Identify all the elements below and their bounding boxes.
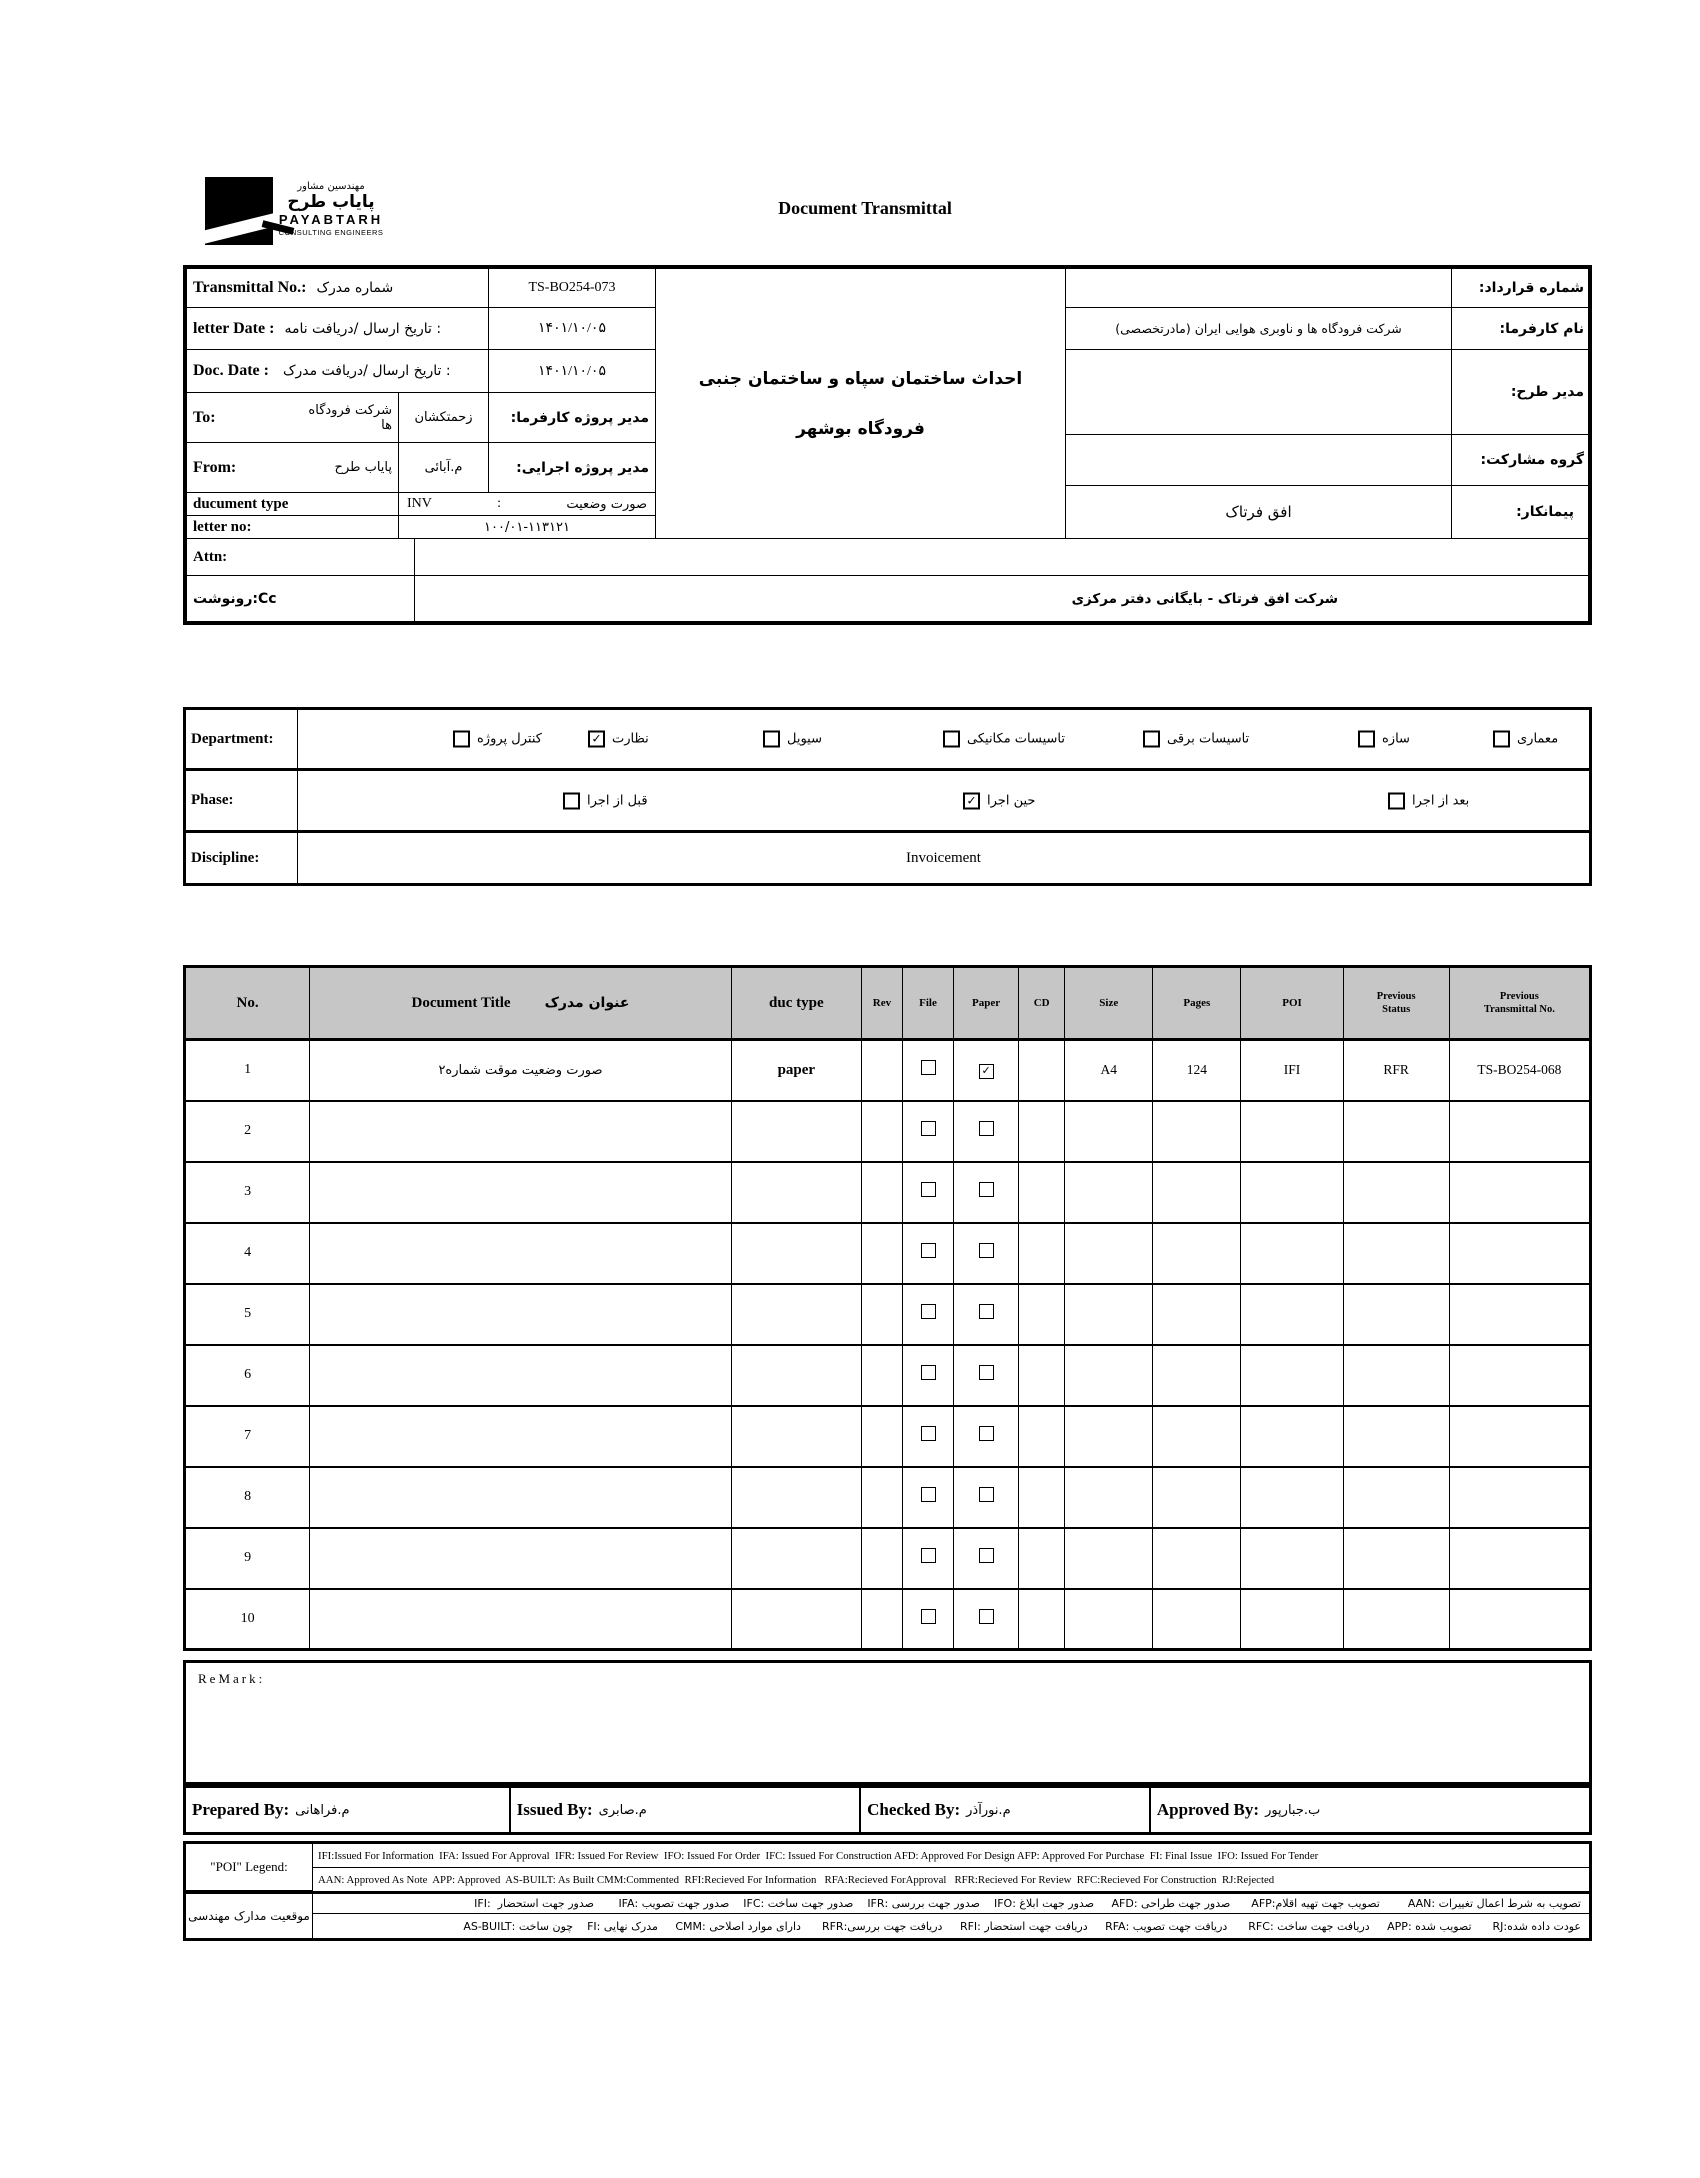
phase-label: Phase: bbox=[186, 771, 298, 833]
row-cd bbox=[1019, 1345, 1065, 1406]
row-duc-type bbox=[731, 1589, 861, 1650]
design-manager-value bbox=[1065, 349, 1452, 435]
row-rev bbox=[861, 1467, 902, 1528]
paper-checkbox[interactable] bbox=[979, 1304, 994, 1319]
file-checkbox[interactable] bbox=[921, 1365, 936, 1380]
row-size bbox=[1065, 1345, 1153, 1406]
file-checkbox[interactable] bbox=[921, 1121, 936, 1136]
paper-checkbox[interactable] bbox=[979, 1121, 994, 1136]
mechanical-checkbox[interactable] bbox=[943, 731, 960, 748]
row-size bbox=[1065, 1162, 1153, 1223]
col-header-prev-status: Previous Status bbox=[1343, 967, 1449, 1040]
remark-box bbox=[183, 1660, 1592, 1785]
file-checkbox[interactable] bbox=[921, 1609, 936, 1624]
paper-checkbox[interactable] bbox=[979, 1365, 994, 1380]
letter-date-value: ۱۴۰۱/۱۰/۰۵ bbox=[488, 307, 656, 350]
row-poi: IFI bbox=[1241, 1040, 1343, 1101]
poi-legend-table bbox=[183, 1841, 1592, 1941]
row-size: A4 bbox=[1065, 1040, 1153, 1101]
transmittal-no-label-en: Transmittal No.: bbox=[193, 279, 307, 296]
row-prev-status bbox=[1343, 1467, 1449, 1528]
col-header-file: File bbox=[902, 967, 953, 1040]
row-title bbox=[310, 1345, 732, 1406]
doc-type-label-cell bbox=[186, 492, 399, 516]
row-pages bbox=[1153, 1162, 1241, 1223]
logo-subtitle: CONSULTING ENGINEERS bbox=[278, 228, 384, 237]
row-no: 8 bbox=[185, 1467, 310, 1528]
row-no: 5 bbox=[185, 1284, 310, 1345]
file-checkbox[interactable] bbox=[921, 1426, 936, 1441]
row-no: 1 bbox=[185, 1040, 310, 1101]
to-cell bbox=[186, 392, 399, 443]
row-file-cell bbox=[902, 1040, 953, 1101]
row-poi bbox=[1241, 1345, 1343, 1406]
project-title-cell bbox=[655, 268, 1066, 539]
approved-by-cell bbox=[1151, 1788, 1589, 1832]
from-person bbox=[398, 442, 489, 493]
letter-date-label-en: letter Date : bbox=[193, 319, 275, 337]
contract-no-label-cell bbox=[1451, 268, 1589, 308]
structure-checkbox[interactable] bbox=[1358, 731, 1375, 748]
row-paper-cell bbox=[954, 1040, 1019, 1101]
row-cd bbox=[1019, 1223, 1065, 1284]
row-prev-status bbox=[1343, 1528, 1449, 1589]
checkbox-label: تاسیسات برقی bbox=[1167, 731, 1250, 747]
checkbox-label: حین اجرا bbox=[987, 793, 1036, 808]
department-option-electrical bbox=[1143, 731, 1249, 748]
row-paper-cell bbox=[954, 1589, 1019, 1650]
row-pages bbox=[1153, 1223, 1241, 1284]
row-size bbox=[1065, 1467, 1153, 1528]
file-checkbox[interactable] bbox=[921, 1304, 936, 1319]
approved-by-label: Approved By: bbox=[1156, 1800, 1260, 1819]
row-cd bbox=[1019, 1101, 1065, 1162]
classification-table bbox=[183, 707, 1592, 886]
col-header-no: No. bbox=[185, 967, 310, 1040]
row-prev-status bbox=[1343, 1101, 1449, 1162]
row-size bbox=[1065, 1406, 1153, 1467]
paper-checkbox[interactable] bbox=[979, 1548, 994, 1563]
row-paper-cell bbox=[954, 1406, 1019, 1467]
contractor-label-cell bbox=[1451, 485, 1589, 539]
row-paper-cell bbox=[954, 1467, 1019, 1528]
row-cd bbox=[1019, 1162, 1065, 1223]
doc-type-label: ducument type bbox=[193, 495, 289, 512]
row-duc-type bbox=[731, 1467, 861, 1528]
project-title: احداث ساختمان سپاه و ساختمان جنبی فرودگاه بوشهر bbox=[698, 368, 1023, 439]
row-pages bbox=[1153, 1589, 1241, 1650]
row-size bbox=[1065, 1223, 1153, 1284]
row-rev bbox=[861, 1284, 902, 1345]
phase-option-after-execution bbox=[1388, 792, 1469, 809]
col-header-rev: Rev bbox=[861, 967, 902, 1040]
department-option-supervision bbox=[588, 731, 649, 748]
table-header-row bbox=[185, 967, 1591, 1040]
cc-value: شرکت افق فرتاک - بایگانی دفتر مرکزی bbox=[1071, 590, 1338, 607]
row-pages bbox=[1153, 1101, 1241, 1162]
letter-date-label-fa: تاریخ ارسال /دریافت نامه : bbox=[284, 320, 442, 337]
project-control-checkbox[interactable] bbox=[453, 731, 470, 748]
prepared-by-label: Prepared By: bbox=[192, 1800, 290, 1819]
row-size bbox=[1065, 1101, 1153, 1162]
row-poi bbox=[1241, 1528, 1343, 1589]
row-duc-type bbox=[731, 1345, 861, 1406]
letter-no-value-text: ۱۰۰/۰۱-۱۱۳۱۲۱ bbox=[484, 519, 570, 535]
row-no: 10 bbox=[185, 1589, 310, 1650]
row-prev-status bbox=[1343, 1345, 1449, 1406]
contractor-value-text: افق فرتاک bbox=[1225, 503, 1292, 521]
table-row bbox=[185, 1467, 1591, 1528]
row-cd bbox=[1019, 1406, 1065, 1467]
row-prev-transmittal bbox=[1449, 1467, 1590, 1528]
row-prev-transmittal bbox=[1449, 1345, 1590, 1406]
logo-fa-name: پایاب طرح bbox=[287, 192, 375, 212]
to-label: To: bbox=[193, 408, 216, 426]
row-duc-type bbox=[731, 1528, 861, 1589]
poi-legend-fa-line2: عودت داده شده:RJ تصویب شده :APP دریافت جهت ساخت :RFC دریافت جهت تصویب :RFA دریافت جهت استحضار :RFI دریافت جهت بررسی:RFR دارای موارد اصلاحی :CMM مدرک نهایی :FI چون ساخت :AS-BUILT bbox=[463, 1919, 1581, 1933]
row-rev bbox=[861, 1589, 902, 1650]
paper-checkbox[interactable]: ✓ bbox=[979, 1064, 994, 1079]
doc-type-value: INV bbox=[407, 496, 432, 511]
row-title bbox=[310, 1162, 732, 1223]
col-header-title-en: Document Title bbox=[411, 994, 511, 1011]
client-pm-label: مدیر پروژه کارفرما: bbox=[510, 409, 649, 426]
to-person-name: زحمتکشان bbox=[414, 410, 473, 425]
row-rev bbox=[861, 1345, 902, 1406]
row-prev-transmittal bbox=[1449, 1162, 1590, 1223]
checkbox-label: سیویل bbox=[787, 731, 822, 747]
row-no: 2 bbox=[185, 1101, 310, 1162]
row-prev-status bbox=[1343, 1162, 1449, 1223]
row-poi bbox=[1241, 1223, 1343, 1284]
checkbox-label: بعد از اجرا bbox=[1412, 793, 1470, 808]
row-rev bbox=[861, 1162, 902, 1223]
electrical-checkbox[interactable] bbox=[1143, 731, 1160, 748]
checked-by-value: م.نورآذر bbox=[966, 1802, 1011, 1818]
row-title bbox=[310, 1223, 732, 1284]
row-prev-transmittal bbox=[1449, 1284, 1590, 1345]
letter-no-value bbox=[398, 515, 656, 539]
poi-legend-label: "POI" Legend: bbox=[186, 1844, 313, 1891]
col-header-poi: POI bbox=[1241, 967, 1343, 1040]
row-no: 6 bbox=[185, 1345, 310, 1406]
letter-no-label-cell bbox=[186, 515, 399, 539]
doc-date-label-cell bbox=[186, 349, 489, 393]
approved-by-value: ب.جبارپور bbox=[1265, 1802, 1321, 1818]
row-cd bbox=[1019, 1467, 1065, 1528]
checkbox-label: سازه bbox=[1382, 731, 1410, 747]
row-file-cell bbox=[902, 1101, 953, 1162]
department-option-control-project bbox=[453, 731, 542, 748]
doc-position-label: موقعیت مدارک مهندسی bbox=[186, 1891, 313, 1938]
checked-by-label: Checked By: bbox=[867, 1800, 961, 1819]
table-row bbox=[185, 1101, 1591, 1162]
phase-option-before-execution bbox=[563, 792, 648, 809]
row-rev bbox=[861, 1406, 902, 1467]
col-header-paper: Paper bbox=[954, 967, 1019, 1040]
row-paper-cell bbox=[954, 1528, 1019, 1589]
row-poi bbox=[1241, 1101, 1343, 1162]
row-size bbox=[1065, 1528, 1153, 1589]
row-pages bbox=[1153, 1528, 1241, 1589]
department-option-civil bbox=[763, 731, 822, 748]
col-header-prev-transmittal: Previous Transmittal No. bbox=[1449, 967, 1590, 1040]
department-option-architecture bbox=[1493, 731, 1558, 748]
checkbox-label: قبل از اجرا bbox=[587, 793, 648, 808]
row-prev-status bbox=[1343, 1284, 1449, 1345]
client-name-label: نام کارفرما: bbox=[1499, 320, 1584, 337]
row-poi bbox=[1241, 1589, 1343, 1650]
file-checkbox[interactable] bbox=[921, 1548, 936, 1563]
checked-by-cell bbox=[861, 1788, 1151, 1832]
design-manager-label-cell bbox=[1451, 349, 1589, 435]
civil-checkbox[interactable] bbox=[763, 731, 780, 748]
client-pm-label-cell bbox=[488, 392, 656, 443]
logo-fa-small: مهندسین مشاور bbox=[297, 181, 365, 192]
row-prev-transmittal bbox=[1449, 1101, 1590, 1162]
paper-checkbox[interactable] bbox=[979, 1182, 994, 1197]
before-execution-checkbox[interactable] bbox=[563, 792, 580, 809]
row-pages bbox=[1153, 1467, 1241, 1528]
poi-legend-en-line1: IFI:Issued For Information IFA: Issued For Approval IFR: Issued For Review IFO: Issued For Order IFC: Issued For Construction AFD: Approved For Design AFP: Approved For Purchase FI: Final Issue IFO: Issued For Tender bbox=[313, 1844, 1589, 1868]
department-options bbox=[298, 710, 1589, 771]
issued-by-label: Issued By: bbox=[516, 1800, 593, 1819]
row-duc-type bbox=[731, 1162, 861, 1223]
row-paper-cell bbox=[954, 1101, 1019, 1162]
department-option-structure bbox=[1358, 731, 1410, 748]
row-title bbox=[310, 1528, 732, 1589]
row-poi bbox=[1241, 1284, 1343, 1345]
row-size bbox=[1065, 1284, 1153, 1345]
row-pages bbox=[1153, 1345, 1241, 1406]
file-checkbox[interactable] bbox=[921, 1243, 936, 1258]
row-pages bbox=[1153, 1406, 1241, 1467]
row-paper-cell bbox=[954, 1345, 1019, 1406]
row-duc-type bbox=[731, 1223, 861, 1284]
row-title: صورت وضعیت موقت شماره۲ bbox=[310, 1040, 732, 1101]
prepared-by-value: م.فراهانی bbox=[295, 1802, 350, 1818]
doc-date-label-fa: تاریخ ارسال /دریافت مدرک : bbox=[282, 363, 451, 379]
row-paper-cell bbox=[954, 1162, 1019, 1223]
row-rev bbox=[861, 1528, 902, 1589]
table-row bbox=[185, 1223, 1591, 1284]
to-person bbox=[398, 392, 489, 443]
row-cd bbox=[1019, 1040, 1065, 1101]
issued-by-cell bbox=[511, 1788, 862, 1832]
attn-label-cell bbox=[186, 538, 415, 576]
paper-checkbox[interactable] bbox=[979, 1487, 994, 1502]
col-header-pages: Pages bbox=[1153, 967, 1241, 1040]
table-row bbox=[185, 1284, 1591, 1345]
file-checkbox[interactable] bbox=[921, 1487, 936, 1502]
row-rev bbox=[861, 1223, 902, 1284]
row-prev-transmittal bbox=[1449, 1528, 1590, 1589]
row-prev-transmittal: TS-BO254-068 bbox=[1449, 1040, 1590, 1101]
row-no: 4 bbox=[185, 1223, 310, 1284]
row-title bbox=[310, 1406, 732, 1467]
from-value: پایاب طرح bbox=[334, 460, 392, 475]
letter-date-label-cell bbox=[186, 307, 489, 350]
row-file-cell bbox=[902, 1162, 953, 1223]
client-name-value bbox=[1065, 307, 1452, 350]
row-no: 7 bbox=[185, 1406, 310, 1467]
client-name-label-cell bbox=[1451, 307, 1589, 350]
paper-checkbox[interactable] bbox=[979, 1243, 994, 1258]
cc-value-cell bbox=[414, 575, 1589, 622]
row-pages bbox=[1153, 1284, 1241, 1345]
attn-value-cell bbox=[414, 538, 1589, 576]
doc-date-value: ۱۴۰۱/۱۰/۰۵ bbox=[488, 349, 656, 393]
doc-type-separator: : bbox=[497, 496, 502, 511]
prepared-by-cell bbox=[186, 1788, 511, 1832]
document-list-table bbox=[183, 965, 1592, 1651]
row-file-cell bbox=[902, 1467, 953, 1528]
department-option-mechanical bbox=[943, 731, 1065, 748]
header-table bbox=[183, 265, 1592, 625]
exec-pm-label: مدیر پروژه اجرایی: bbox=[516, 459, 649, 476]
table-row bbox=[185, 1406, 1591, 1467]
row-duc-type bbox=[731, 1406, 861, 1467]
row-duc-type: paper bbox=[731, 1040, 861, 1101]
row-duc-type bbox=[731, 1284, 861, 1345]
col-header-cd: CD bbox=[1019, 967, 1065, 1040]
row-title bbox=[310, 1467, 732, 1528]
paper-checkbox[interactable] bbox=[979, 1609, 994, 1624]
row-duc-type bbox=[731, 1101, 861, 1162]
row-size bbox=[1065, 1589, 1153, 1650]
issued-by-value: م.صابری bbox=[598, 1802, 647, 1818]
row-poi bbox=[1241, 1467, 1343, 1528]
checkbox-label: معماری bbox=[1517, 731, 1559, 747]
checkbox-label: نظارت bbox=[612, 731, 649, 747]
table-row bbox=[185, 1040, 1591, 1101]
from-cell bbox=[186, 442, 399, 493]
row-prev-transmittal bbox=[1449, 1589, 1590, 1650]
client-name-value-text: شرکت فرودگاه ها و ناوبری هوایی ایران (مادرتخصصی) bbox=[1115, 321, 1402, 336]
col-header-title bbox=[310, 967, 732, 1040]
row-pages: 124 bbox=[1153, 1040, 1241, 1101]
row-file-cell bbox=[902, 1406, 953, 1467]
row-prev-status bbox=[1343, 1406, 1449, 1467]
contractor-label: پیمانکار: bbox=[1516, 504, 1574, 520]
after-execution-checkbox[interactable] bbox=[1388, 792, 1405, 809]
transmittal-no-value: TS-BO254-073 bbox=[488, 268, 656, 308]
row-file-cell bbox=[902, 1345, 953, 1406]
row-prev-status bbox=[1343, 1589, 1449, 1650]
table-row bbox=[185, 1345, 1591, 1406]
from-person-name: م.آبائی bbox=[424, 460, 463, 475]
from-label: From: bbox=[193, 458, 237, 476]
checkbox-label: کنترل پروژه bbox=[477, 731, 542, 747]
phase-option-during-execution bbox=[963, 792, 1035, 809]
signature-row bbox=[183, 1785, 1592, 1835]
exec-pm-label-cell bbox=[488, 442, 656, 493]
row-cd bbox=[1019, 1589, 1065, 1650]
paper-checkbox[interactable] bbox=[979, 1426, 994, 1441]
file-checkbox[interactable] bbox=[921, 1182, 936, 1197]
row-title bbox=[310, 1589, 732, 1650]
row-rev bbox=[861, 1040, 902, 1101]
row-cd bbox=[1019, 1284, 1065, 1345]
remark-label: ReMark: bbox=[198, 1671, 266, 1686]
logo-company-name: PAYABTARH bbox=[278, 212, 384, 227]
partnership-label: گروه مشارکت: bbox=[1480, 452, 1584, 468]
row-poi bbox=[1241, 1162, 1343, 1223]
row-paper-cell bbox=[954, 1284, 1019, 1345]
row-prev-transmittal bbox=[1449, 1223, 1590, 1284]
row-poi bbox=[1241, 1406, 1343, 1467]
to-value: شرکت فرودگاه ها bbox=[308, 402, 392, 433]
discipline-label: Discipline: bbox=[186, 833, 298, 883]
transmittal-no-label-fa: شماره مدرک bbox=[316, 280, 394, 296]
contractor-value bbox=[1065, 485, 1452, 539]
table-row bbox=[185, 1162, 1591, 1223]
doc-date-label-en: Doc. Date : bbox=[193, 362, 269, 379]
row-file-cell bbox=[902, 1589, 953, 1650]
supervision-checkbox[interactable]: ✓ bbox=[588, 731, 605, 748]
department-label: Department: bbox=[186, 710, 298, 771]
page-title: Document Transmittal bbox=[778, 198, 952, 218]
row-title bbox=[310, 1101, 732, 1162]
poi-legend-fa-line1: تصویب به شرط اعمال تغییرات :AAN تصویب جهت تهیه اقلام:AFP صدور جهت طراحی :AFD صدور جهت ابلاغ :IFO صدور جهت بررسی :IFR صدور جهت ساخت :IFC صدور جهت تصویب :IFA صدور جهت استحضار :IFI bbox=[313, 1891, 1589, 1914]
cc-label: رونوشت:Cc bbox=[193, 590, 277, 607]
design-manager-label: مدیر طرح: bbox=[1510, 384, 1584, 400]
row-prev-transmittal bbox=[1449, 1406, 1590, 1467]
col-header-duc-type: duc type bbox=[731, 967, 861, 1040]
architecture-checkbox[interactable] bbox=[1493, 731, 1510, 748]
col-header-title-fa: عنوان مدرک bbox=[544, 995, 630, 1011]
col-header-size: Size bbox=[1065, 967, 1153, 1040]
discipline-value: Invoicement bbox=[906, 849, 981, 866]
row-file-cell bbox=[902, 1528, 953, 1589]
contract-no-label: شماره قرارداد: bbox=[1478, 280, 1584, 296]
table-row bbox=[185, 1589, 1591, 1650]
during-execution-checkbox[interactable]: ✓ bbox=[963, 792, 980, 809]
doc-type-value-cell bbox=[398, 492, 656, 516]
partnership-value bbox=[1065, 434, 1452, 486]
cc-label-cell bbox=[186, 575, 415, 622]
table-row bbox=[185, 1528, 1591, 1589]
attn-label: Attn: bbox=[193, 548, 228, 565]
partnership-label-cell bbox=[1451, 434, 1589, 486]
row-no: 3 bbox=[185, 1162, 310, 1223]
row-prev-status: RFR bbox=[1343, 1040, 1449, 1101]
transmittal-no-label-cell bbox=[186, 268, 489, 308]
file-checkbox[interactable] bbox=[921, 1060, 936, 1075]
phase-options bbox=[298, 771, 1589, 833]
letter-no-label: letter no: bbox=[193, 518, 252, 535]
row-rev bbox=[861, 1101, 902, 1162]
row-file-cell bbox=[902, 1223, 953, 1284]
row-no: 9 bbox=[185, 1528, 310, 1589]
contract-no-value bbox=[1065, 268, 1452, 308]
row-cd bbox=[1019, 1528, 1065, 1589]
checkbox-label: تاسیسات مکانیکی bbox=[967, 731, 1065, 747]
row-file-cell bbox=[902, 1284, 953, 1345]
row-paper-cell bbox=[954, 1223, 1019, 1284]
row-title bbox=[310, 1284, 732, 1345]
row-prev-status bbox=[1343, 1223, 1449, 1284]
poi-legend-en-line2: AAN: Approved As Note APP: Approved AS-BUILT: As Built CMM:Commented RFI:Recieved For Information RFA:Recieved ForApproval RFR:Recieved For Review RFC:Recieved For Construction RJ:Rejected bbox=[318, 1873, 1275, 1886]
doc-type-fa: صورت وضعیت bbox=[566, 496, 647, 512]
